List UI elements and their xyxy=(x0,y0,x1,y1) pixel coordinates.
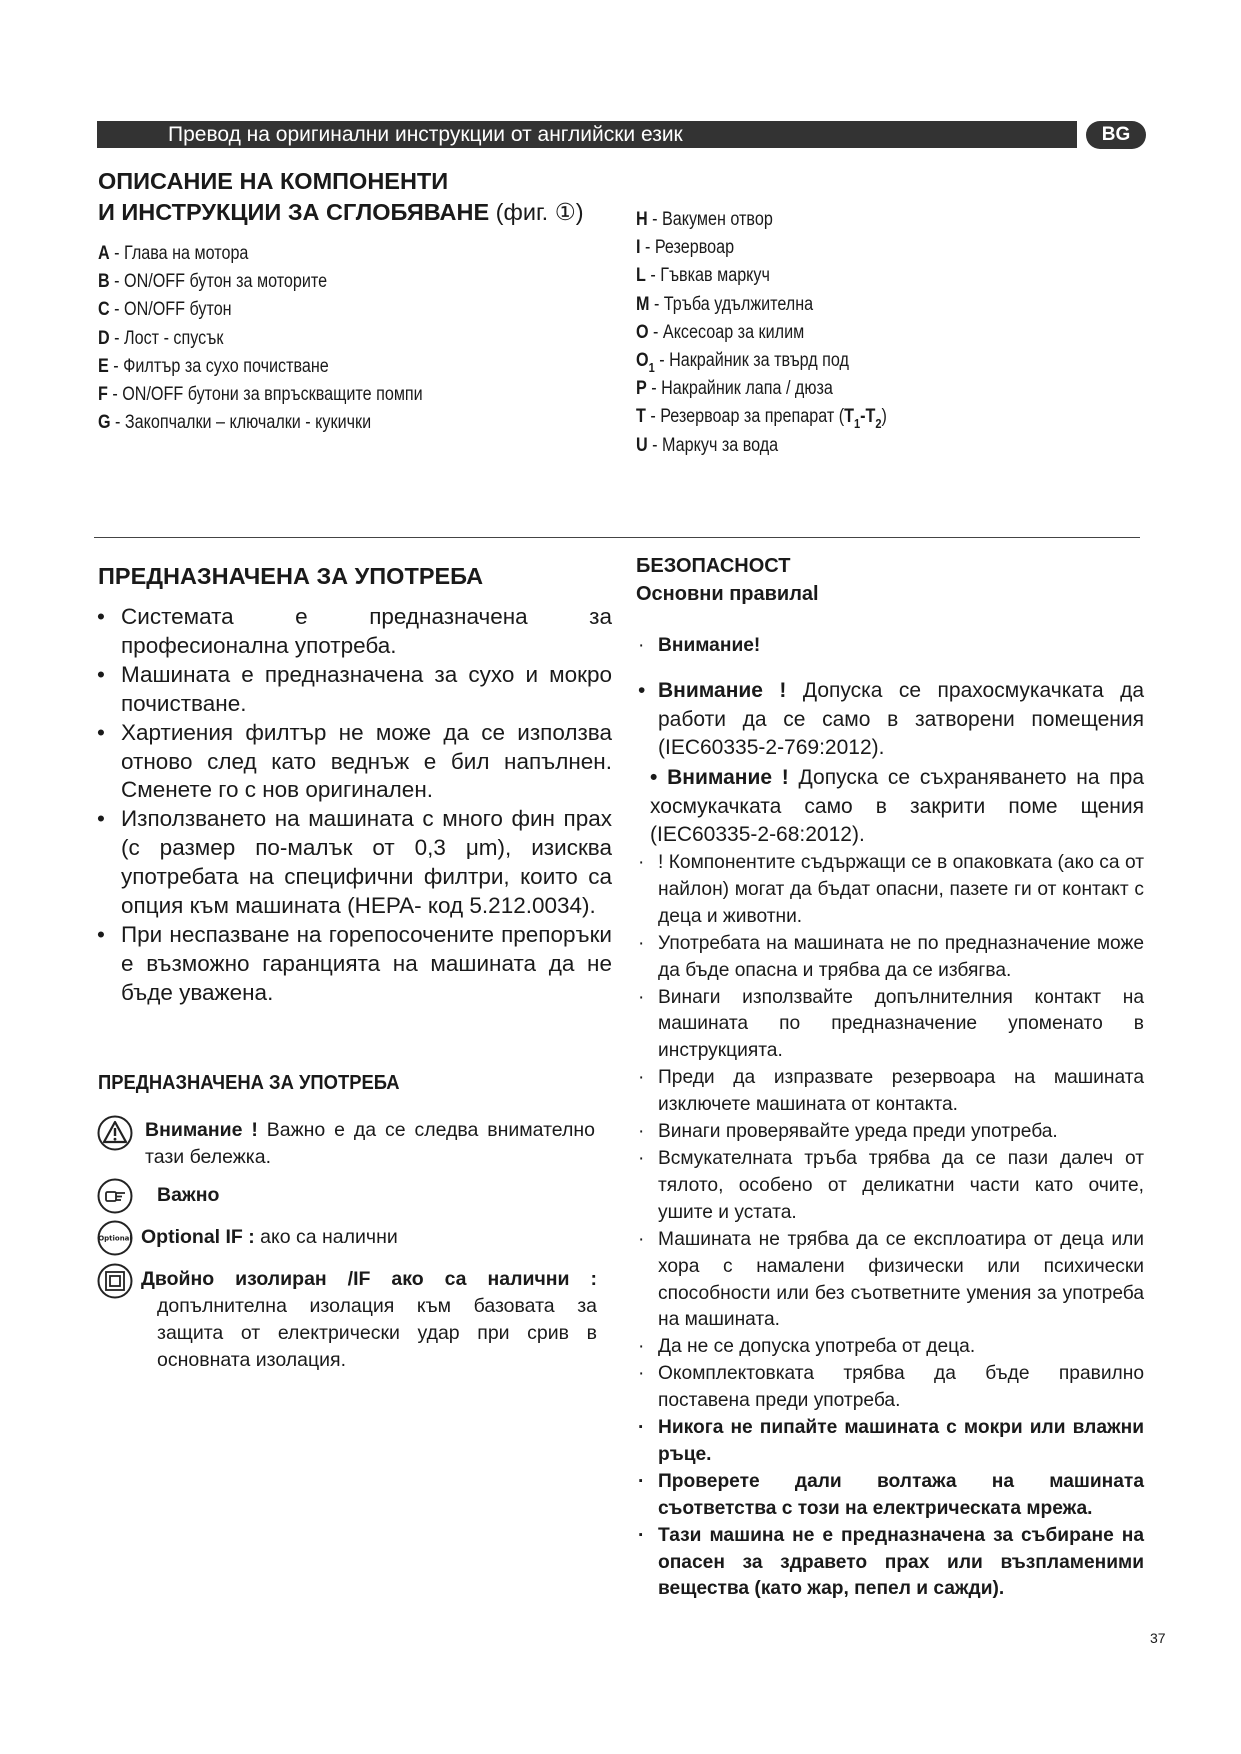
double-insulation-text: допълнителна изолация към базовата за защита от електрически удар при срив в основната изолация. xyxy=(157,1295,597,1371)
list-item: A - Глава на мотора xyxy=(98,243,249,264)
double-insulation-title: Двойно изолиран /IF ако са налични : xyxy=(141,1268,597,1290)
list-item: · Проверете дали волтажа на машината съответства с този на електрическата мрежа. xyxy=(638,1470,1144,1519)
list-item: • Машината е предназначена за сухо и мокро почистване. xyxy=(97,661,612,716)
figure-reference: (фиг. ①) xyxy=(495,199,584,225)
list-item: H - Вакумен отвор xyxy=(636,209,773,230)
double-insulation-icon xyxy=(97,1263,133,1299)
list-item: • При неспазване на горепосочените препоръки е възможно гаранцията на машината да не бъде уважена. xyxy=(97,921,612,1005)
optional-icon-label: Optional xyxy=(98,1234,132,1243)
list-item: F - ON/OFF бутони за впръскващите помпи xyxy=(98,383,423,405)
safety-subheading: Основни правилаl xyxy=(636,583,819,605)
intended-use-heading: ПРЕДНАЗНАЧЕНА ЗА УПОТРЕБА xyxy=(98,563,484,589)
safety-attention xyxy=(636,633,1144,660)
list-item: O - Аксесоар за килим xyxy=(636,321,805,343)
optional-note: Optional IF : ако са налични xyxy=(141,1226,398,1248)
list-item: · Тази машина не е предназначена за събиране на опасен за здравето прах или възпламеними вещества (като жар, пепел и сажди). xyxy=(638,1524,1144,1600)
pointing-hand-icon xyxy=(97,1178,133,1214)
warning-icon xyxy=(97,1115,133,1151)
list-item: • Използването на машината с много фин прах (с размер по-малък от 0,3 μm), изисква употребата на специфични филтри, които са опция към машината (HEPA- код 5.212.0034). xyxy=(97,806,612,919)
list-item: $O_1$ - Накрайник за твърд под xyxy=(636,349,849,375)
list-item: · Употребата на машината не по предназначение може да бъде опасна и трябва да се избягва. xyxy=(638,932,1144,981)
list-item: · Винаги използвайте допълнителния контакт на машината по предназначение упоменато в инструкцията. xyxy=(638,986,1144,1062)
list-item: · Преди да изпразвате резервоара на машината изключете машината от контакта. xyxy=(638,1067,1144,1116)
list-item: G - Закопчалки – ключалки - кукички xyxy=(98,412,372,434)
optional-icon xyxy=(97,1220,133,1256)
safety-warning-2 xyxy=(636,764,1144,850)
list-item: • Внимание ! Допуска се съхраняването на пра хосмукачката само в закрити поме щения (IEC60335-2-68:2012). xyxy=(650,766,1145,846)
component-list-right xyxy=(636,206,887,460)
list-item: · Никога не пипайте машината с мокри или влажни ръце. xyxy=(638,1417,1144,1465)
list-item: · Машината не трябва да се експлоатира от деца или хора с намалени физически или психически способности или без съответните умения за употреба на машината. xyxy=(638,1228,1144,1331)
language-badge: BG xyxy=(1086,121,1146,149)
intended-use-list xyxy=(97,603,612,1008)
list-item: I - Резервоар xyxy=(636,237,735,259)
list-item: · Да не се допуска употреба от деца. xyxy=(638,1336,976,1358)
page-number: 37 xyxy=(1150,1630,1166,1646)
list-item: U - Маркуч за вода xyxy=(636,434,779,456)
list-item: E - Филтър за сухо почистване xyxy=(98,355,329,377)
list-item: D - Лост - спусък xyxy=(98,327,224,349)
components-heading-2-text: И ИНСТРУКЦИИ ЗА СГЛОБЯВАНЕ xyxy=(98,199,490,225)
header-title: Превод на оригинални инструкции от английски език xyxy=(168,123,683,146)
list-item: L - Гъвкав маркуч xyxy=(636,265,770,287)
safety-heading: БЕЗОПАСНОСТ xyxy=(636,555,791,577)
list-item: · Винаги проверявайте уреда преди употреба. xyxy=(638,1121,1058,1143)
component-list-left xyxy=(98,240,423,437)
section-divider xyxy=(94,537,1140,538)
list-item: · Окомплектовката трябва да бъде правилно поставена преди употреба. xyxy=(638,1363,1144,1412)
list-item: T - Резервоар за препарат $(T_1-T_2)$ xyxy=(636,406,887,432)
list-item: B - ON/OFF бутон за моторите xyxy=(98,271,328,293)
list-item: · ! Компонентите съдържащи се в опаковката (ако са от найлон) могат да бъдат опасни, пазете ги от контакт с деца и животни. xyxy=(638,852,1144,927)
list-item: C - ON/OFF бутон xyxy=(98,299,232,321)
safety-list xyxy=(636,850,1144,1603)
components-heading-2 xyxy=(98,197,584,228)
list-item: P - Накрайник лапа / дюза xyxy=(636,378,833,400)
list-item: • Хартиения филтър не може да се използва отново след като веднъж е бил напълнен. Сменете го с нов оригинален. xyxy=(97,719,612,803)
list-item: · Всмукателната тръба трябва да се пази далеч от тялото, особено от деликатни части като очите, ушите и устата. xyxy=(638,1147,1144,1223)
important-label: Важно xyxy=(157,1184,220,1206)
list-item: • Внимание ! Допуска се прахосмукачката да работи да се само в затворени помещения (IEC60335-2-769:2012). xyxy=(638,679,1145,759)
intended-use-heading-2: ПРЕДНАЗНАЧЕНА ЗА УПОТРЕБА xyxy=(98,1072,400,1094)
list-item: • Системата е предназначена за професионална употреба. xyxy=(97,604,612,658)
warning-note: Внимание ! Важно е да се следва внимателно тази бележка. xyxy=(145,1119,595,1168)
components-heading-1: ОПИСАНИЕ НА КОМПОНЕНТИ xyxy=(98,168,449,194)
list-item: · Внимание! xyxy=(638,635,761,656)
safety-warning-1 xyxy=(636,677,1144,763)
list-item: M - Тръба удължителна xyxy=(636,293,814,315)
